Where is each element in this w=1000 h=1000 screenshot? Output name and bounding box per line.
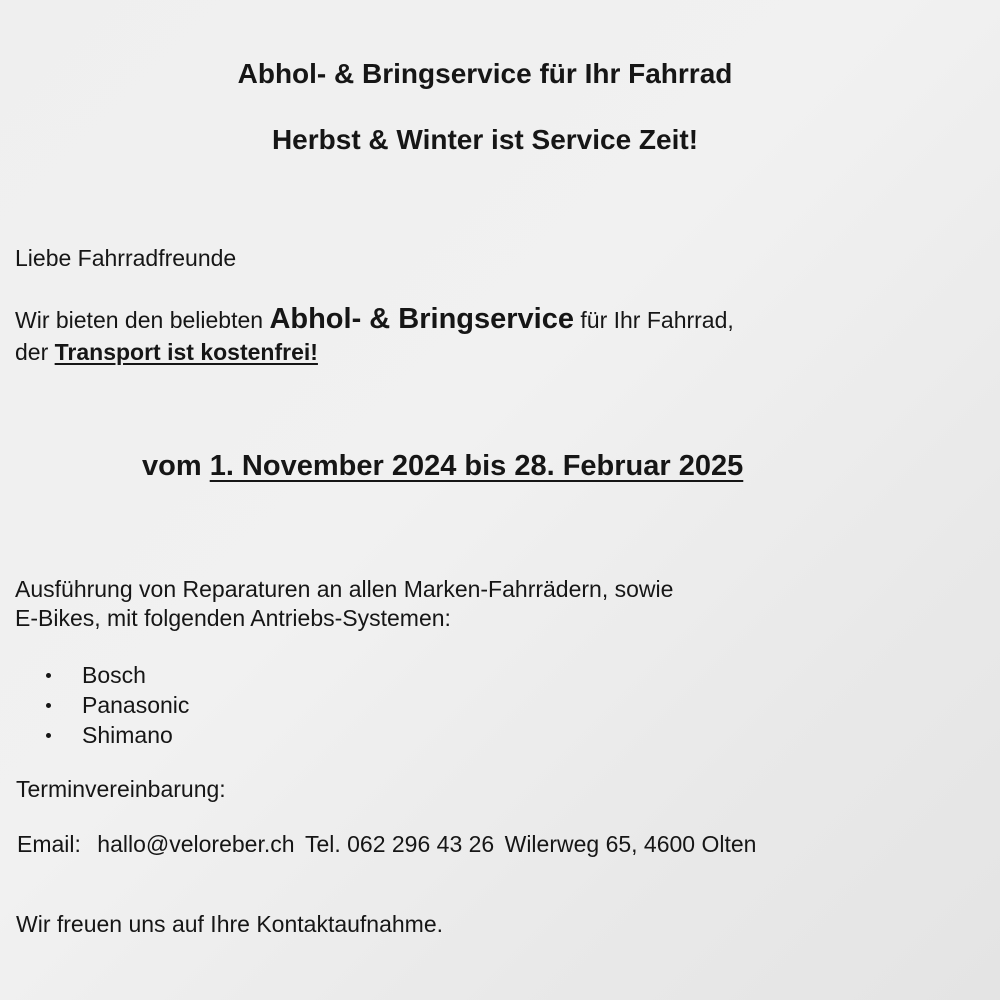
page-title: Abhol- & Bringservice für Ihr Fahrrad (237, 58, 733, 89)
repairs-line-2: E-Bikes, mit folgenden Antriebs-Systemen: (15, 605, 451, 631)
offer-prefix: Wir bieten den beliebten (15, 307, 270, 333)
bullet-icon (46, 733, 51, 738)
phone-number: Tel. 062 296 43 26 (304, 831, 495, 857)
page-subtitle: Herbst & Winter ist Service Zeit! (271, 124, 699, 155)
offer-suffix: für Ihr Fahrrad, (574, 307, 734, 333)
repairs-line-1: Ausführung von Reparaturen an allen Marken-Fahrrädern, sowie (15, 576, 674, 602)
closing-text: Wir freuen uns auf Ihre Kontaktaufnahme. (16, 911, 444, 937)
offer-line-1 (15, 303, 734, 336)
address: Wilerweg 65, 4600 Olten (504, 831, 757, 857)
email-address: hallo@veloreber.ch (97, 831, 295, 857)
greeting: Liebe Fahrradfreunde (15, 245, 237, 271)
drive-systems-list (46, 660, 189, 750)
service-period (142, 450, 743, 483)
bullet-icon (46, 703, 51, 708)
list-item: Bosch (46, 660, 189, 690)
offer-line2-prefix: der (15, 339, 55, 365)
offer-service: Abhol- & Bringservice (269, 303, 574, 335)
list-item: Shimano (46, 720, 189, 750)
appointment-label: Terminvereinbarung: (16, 776, 226, 802)
email-label: Email: (17, 831, 81, 857)
transport-free-note: Transport ist kostenfrei! (54, 339, 318, 365)
offer-line-2 (15, 339, 318, 366)
period-prefix: vom (142, 450, 210, 482)
contact-line (17, 831, 756, 858)
period-range: 1. November 2024 bis 28. Februar 2025 (209, 450, 744, 482)
list-item: Panasonic (46, 690, 189, 720)
bullet-icon (46, 673, 51, 678)
